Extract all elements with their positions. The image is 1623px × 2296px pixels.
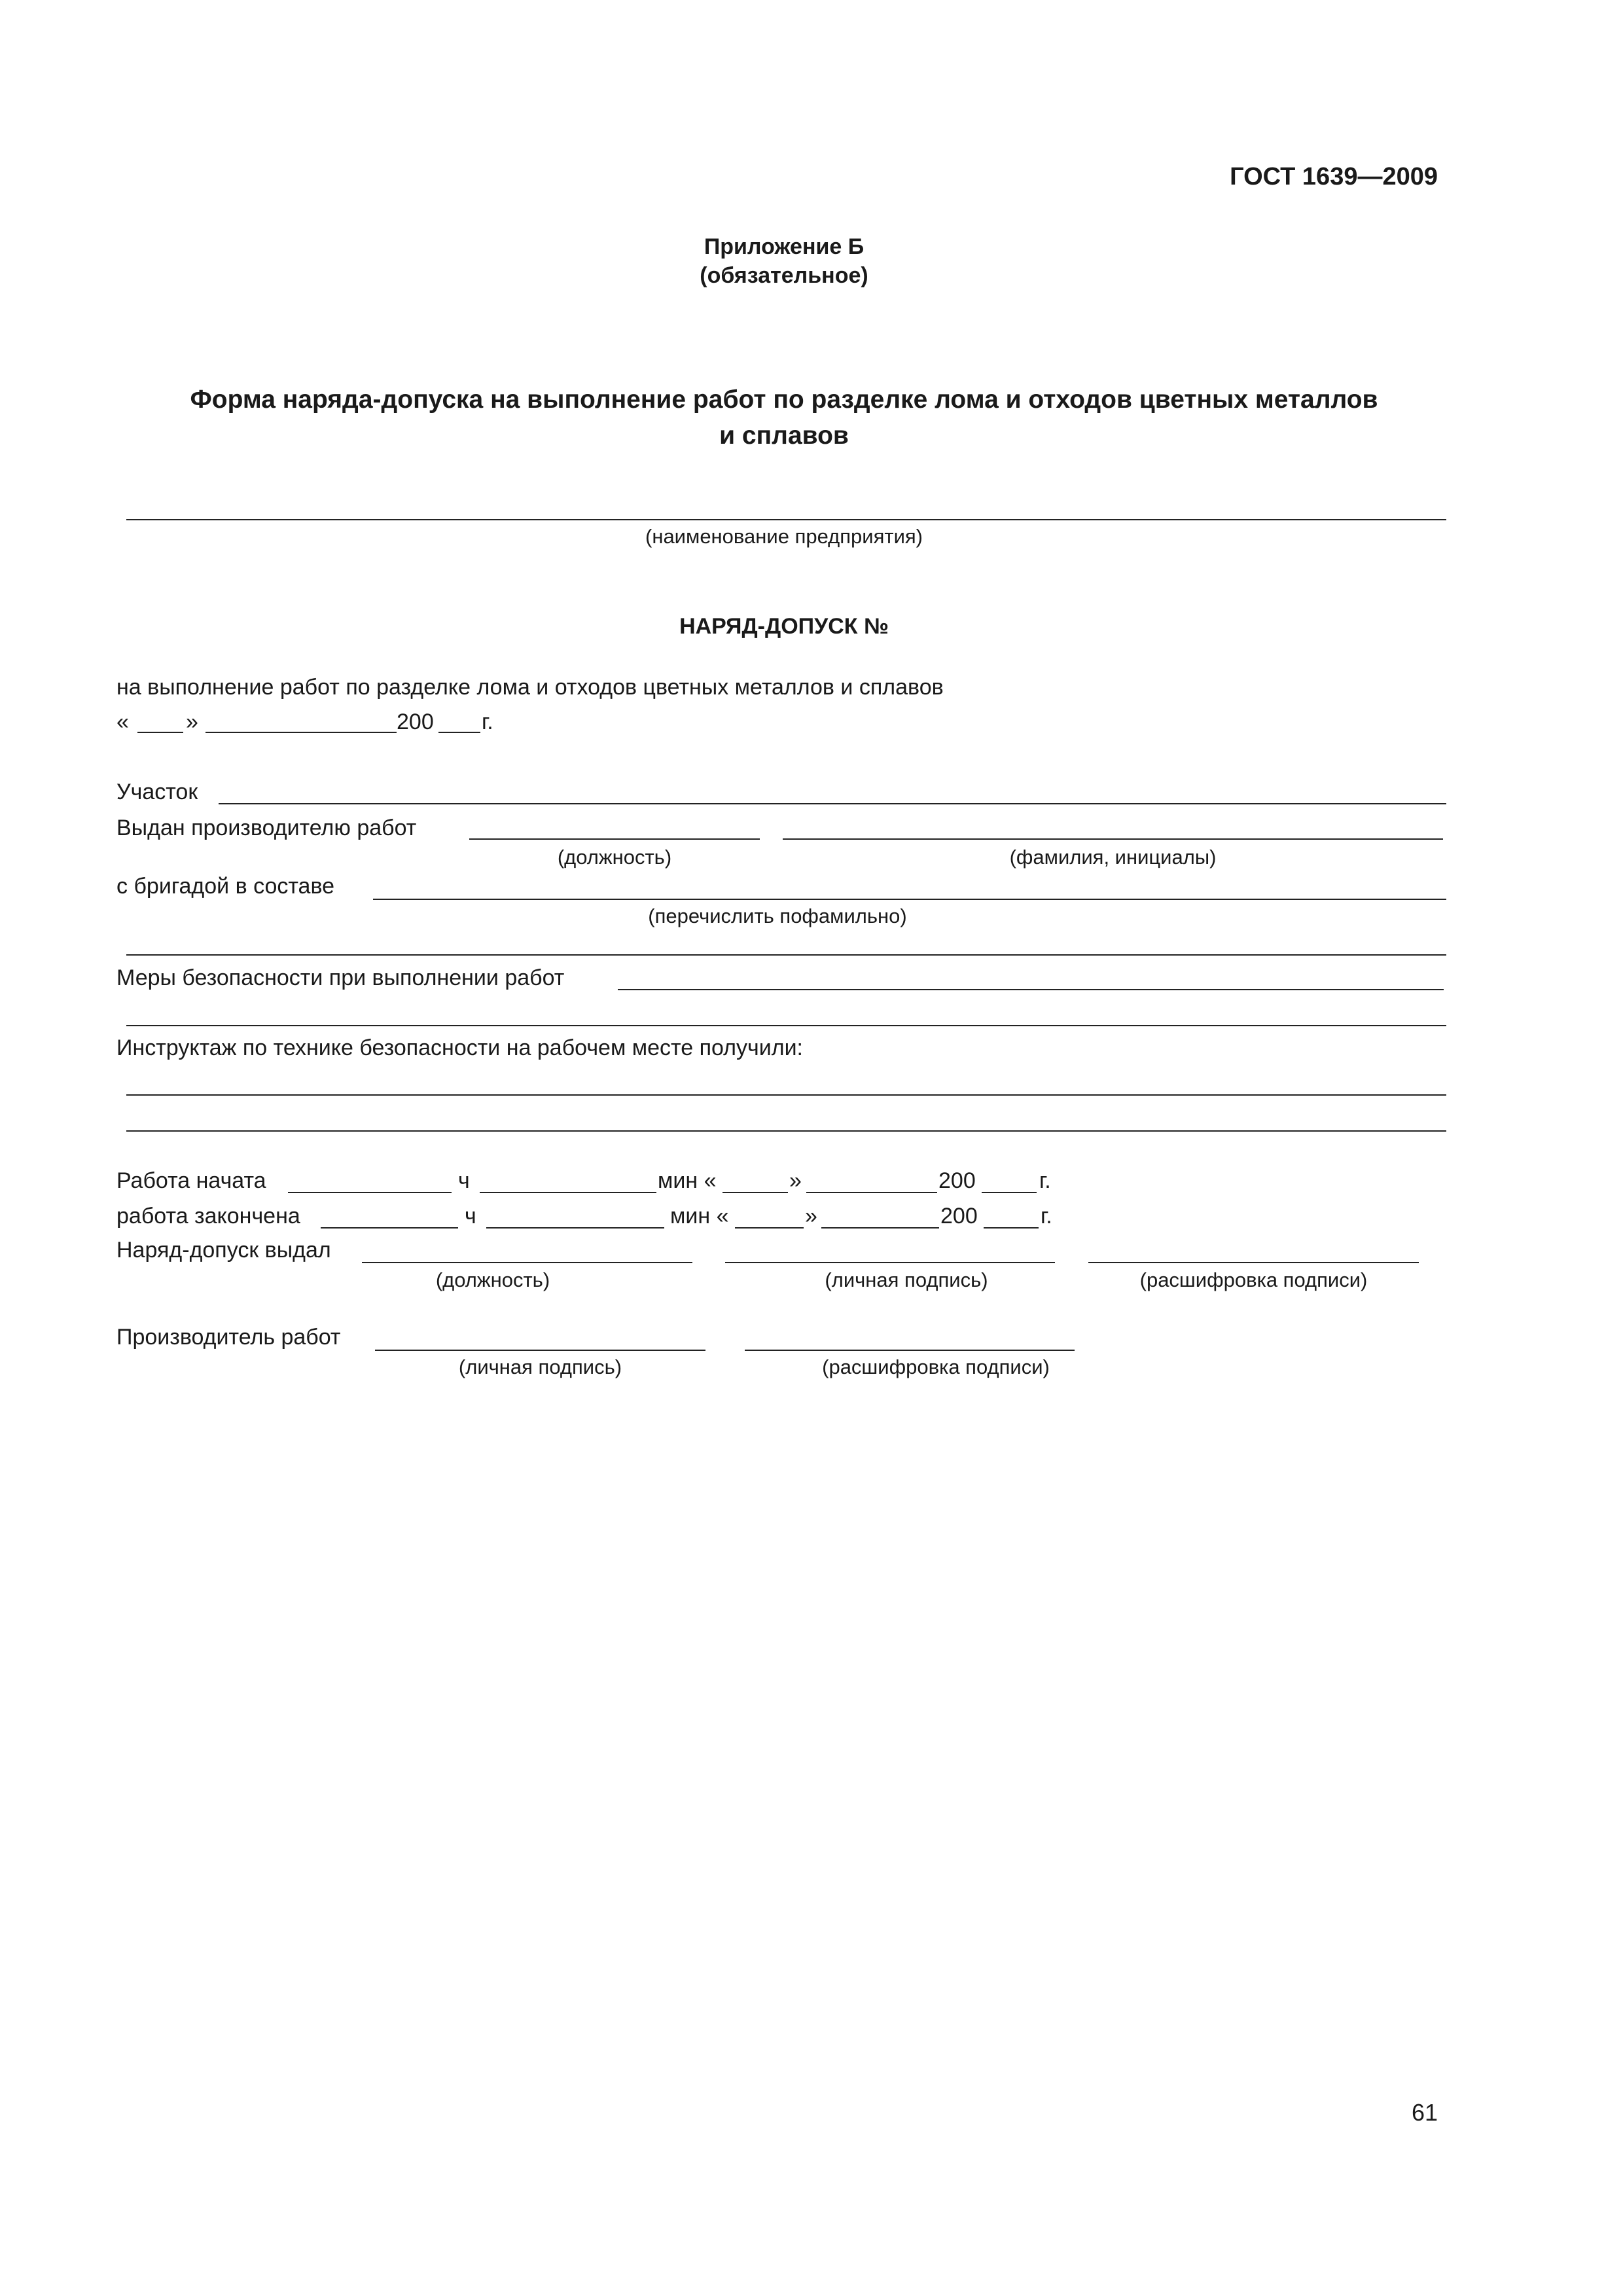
position-caption: (должность) [557,846,672,869]
brigade-label: с бригадой в составе [116,874,335,899]
producer-signature-caption: (личная подпись) [458,1355,622,1378]
producer-decoding-caption: (расшифровка подписи) [822,1355,1050,1378]
finished-year-field[interactable] [984,1227,1039,1229]
finished-minutes-field[interactable] [486,1227,664,1229]
month-field[interactable] [205,732,397,733]
started-month-field[interactable] [806,1192,937,1193]
section-field[interactable] [219,803,1446,804]
briefing-line-1[interactable] [126,1094,1446,1096]
finished-day-field[interactable] [735,1227,804,1229]
safety-label: Меры безопасности при выполнении работ [116,965,565,990]
safety-field[interactable] [618,989,1444,990]
issued-by-position-caption: (должность) [435,1268,550,1291]
started-minutes-unit: мин « [658,1168,717,1193]
started-minutes-field[interactable] [480,1192,656,1193]
appendix-status: (обязательное) [700,263,868,288]
issued-to-name-field[interactable] [783,838,1443,840]
started-day-field[interactable] [722,1192,788,1193]
page-number: 61 [1411,2099,1438,2126]
enterprise-line [126,519,1446,520]
date-year-prefix: 200 [397,709,434,734]
date-close-quote: » [186,709,198,734]
permit-heading: НАРЯД-ДОПУСК № [679,614,889,639]
issued-to-position-field[interactable] [469,838,760,840]
year-field[interactable] [438,732,480,733]
briefing-line-2[interactable] [126,1130,1446,1132]
finished-hours-unit: ч [465,1204,476,1229]
issued-by-signature-field[interactable] [725,1262,1055,1263]
permit-subtitle: на выполнение работ по разделке лома и отходов цветных металлов и сплавов [116,675,944,700]
started-hours-field[interactable] [288,1192,452,1193]
brigade-caption: (перечислить пофамильно) [648,905,907,927]
date-year-suffix: г. [482,709,493,734]
producer-signature-field[interactable] [375,1350,705,1351]
issued-by-signature-caption: (личная подпись) [825,1268,988,1291]
appendix-title: Приложение Б [704,234,865,259]
finished-month-field[interactable] [821,1227,939,1229]
form-title-line2: и сплавов [719,422,849,450]
finished-minutes-unit: мин « [670,1204,729,1229]
issued-to-label: Выдан производителю работ [116,816,417,840]
started-close-quote: » [789,1168,802,1193]
started-year-field[interactable] [982,1192,1037,1193]
name-caption: (фамилия, инициалы) [1009,846,1217,869]
finished-year-suffix: г. [1041,1204,1052,1229]
standard-number: ГОСТ 1639—2009 [1230,163,1438,190]
section-label: Участок [116,780,198,804]
finished-label: работа закончена [116,1204,300,1229]
started-hours-unit: ч [458,1168,470,1193]
issued-by-position-field[interactable] [362,1262,692,1263]
finished-year-prefix: 200 [940,1204,978,1229]
day-field[interactable] [137,732,183,733]
finished-hours-field[interactable] [321,1227,458,1229]
producer-label: Производитель работ [116,1325,341,1350]
enterprise-caption: (наименование предприятия) [645,525,923,548]
brigade-extra-line[interactable] [126,954,1446,956]
issued-by-decoding-field[interactable] [1088,1262,1419,1263]
form-title-line1: Форма наряда-допуска на выполнение работ по разделке лома и отходов цветных металлов [190,386,1378,414]
date-open-quote: « [116,709,129,734]
safety-extra-line[interactable] [126,1025,1446,1026]
issued-by-decoding-caption: (расшифровка подписи) [1139,1268,1368,1291]
finished-close-quote: » [805,1204,817,1229]
started-year-suffix: г. [1039,1168,1051,1193]
issued-by-label: Наряд-допуск выдал [116,1238,331,1263]
producer-decoding-field[interactable] [745,1350,1075,1351]
briefing-label: Инструктаж по технике безопасности на рабочем месте получили: [116,1035,804,1060]
started-label: Работа начата [116,1168,266,1193]
started-year-prefix: 200 [938,1168,976,1193]
brigade-field[interactable] [373,899,1446,900]
